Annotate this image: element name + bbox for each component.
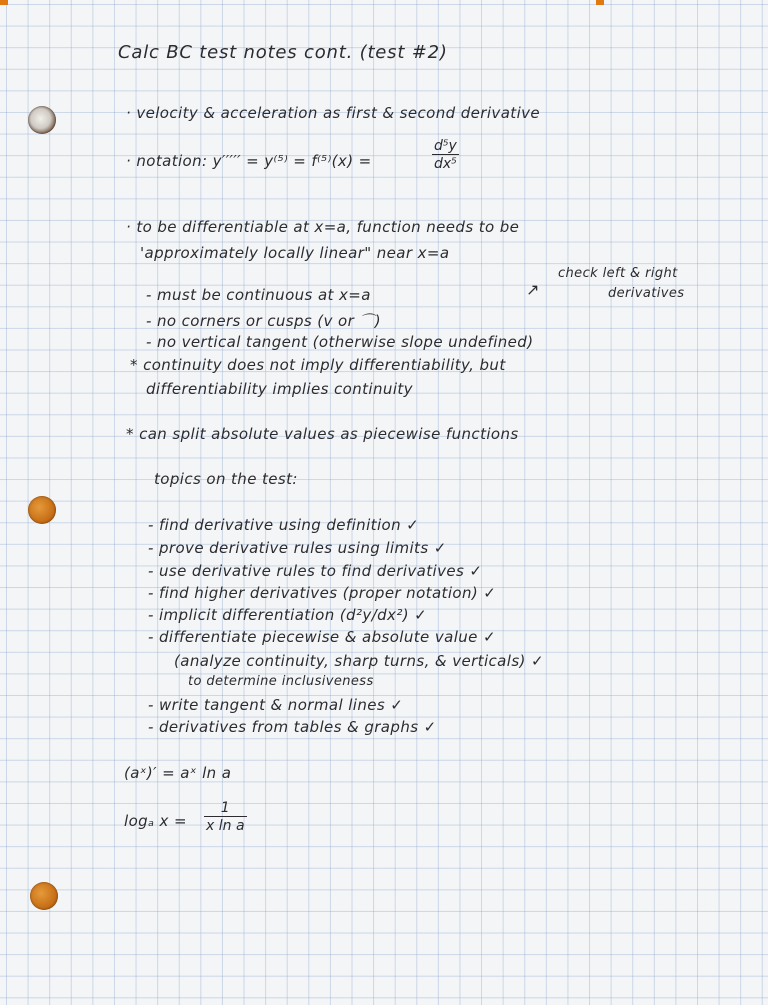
continuity-note-1: * continuity does not imply differentiability, but (130, 356, 506, 374)
topic-item: - find higher derivatives (proper notation) ✓ (148, 584, 497, 602)
topics-heading: topics on the test: (154, 470, 298, 488)
condition-item: - no vertical tangent (otherwise slope undefined) (146, 333, 534, 351)
notation-numerator: d⁵y (434, 138, 457, 154)
topic-item: - use derivative rules to find derivatives ✓ (148, 562, 483, 580)
topic-item: - implicit differentiation (d²y/dx²) ✓ (148, 606, 428, 624)
log-numerator: 1 (220, 800, 230, 816)
bullet-velocity: · velocity & acceleration as first & second derivative (126, 104, 541, 122)
formula-exp: (aˣ)′ = aˣ ln a (124, 764, 232, 782)
topic-item: - prove derivative rules using limits ✓ (148, 539, 447, 557)
bullet-notation: · notation: y′′′′′ = y⁽⁵⁾ = f⁽⁵⁾(x) = (126, 152, 372, 170)
notation-fraction (432, 138, 459, 172)
log-denominator: x ln a (206, 818, 245, 834)
page-title: Calc BC test notes cont. (test #2) (118, 42, 448, 63)
topic-item: (analyze continuity, sharp turns, & verticals) ✓ (174, 652, 544, 670)
binder-hole-bottom (30, 882, 58, 910)
paper-corner-tab (0, 0, 8, 5)
topic-item: - write tangent & normal lines ✓ (148, 696, 404, 714)
formula-log-lhs: logₐ x = (124, 812, 187, 830)
continuity-note-2: differentiability implies continuity (146, 380, 413, 398)
bullet-differentiable-2: 'approximately locally linear" near x=a (140, 244, 450, 262)
binder-hole-middle (28, 496, 56, 524)
formula-log-fraction (204, 800, 247, 834)
side-note-line1: check left & right (558, 266, 678, 281)
bullet-differentiable-1: · to be differentiable at x=a, function needs to be (126, 218, 520, 236)
notation-denominator: dx⁵ (434, 156, 457, 172)
paper-corner-tab (596, 0, 604, 5)
condition-item: - must be continuous at x=a (146, 286, 371, 304)
topic-item: - derivatives from tables & graphs ✓ (148, 718, 437, 736)
topic-item: - find derivative using definition ✓ (148, 516, 420, 534)
topic-item: - differentiate piecewise & absolute value ✓ (148, 628, 496, 646)
condition-item: - no corners or cusps (v or ⌒) (146, 312, 381, 330)
topic-item: to determine inclusiveness (188, 674, 374, 689)
split-note: * can split absolute values as piecewise functions (126, 425, 519, 443)
side-note-line2: derivatives (608, 286, 685, 301)
side-note-arrow-icon: ↗ (526, 280, 540, 299)
binder-hole-top (28, 106, 56, 134)
